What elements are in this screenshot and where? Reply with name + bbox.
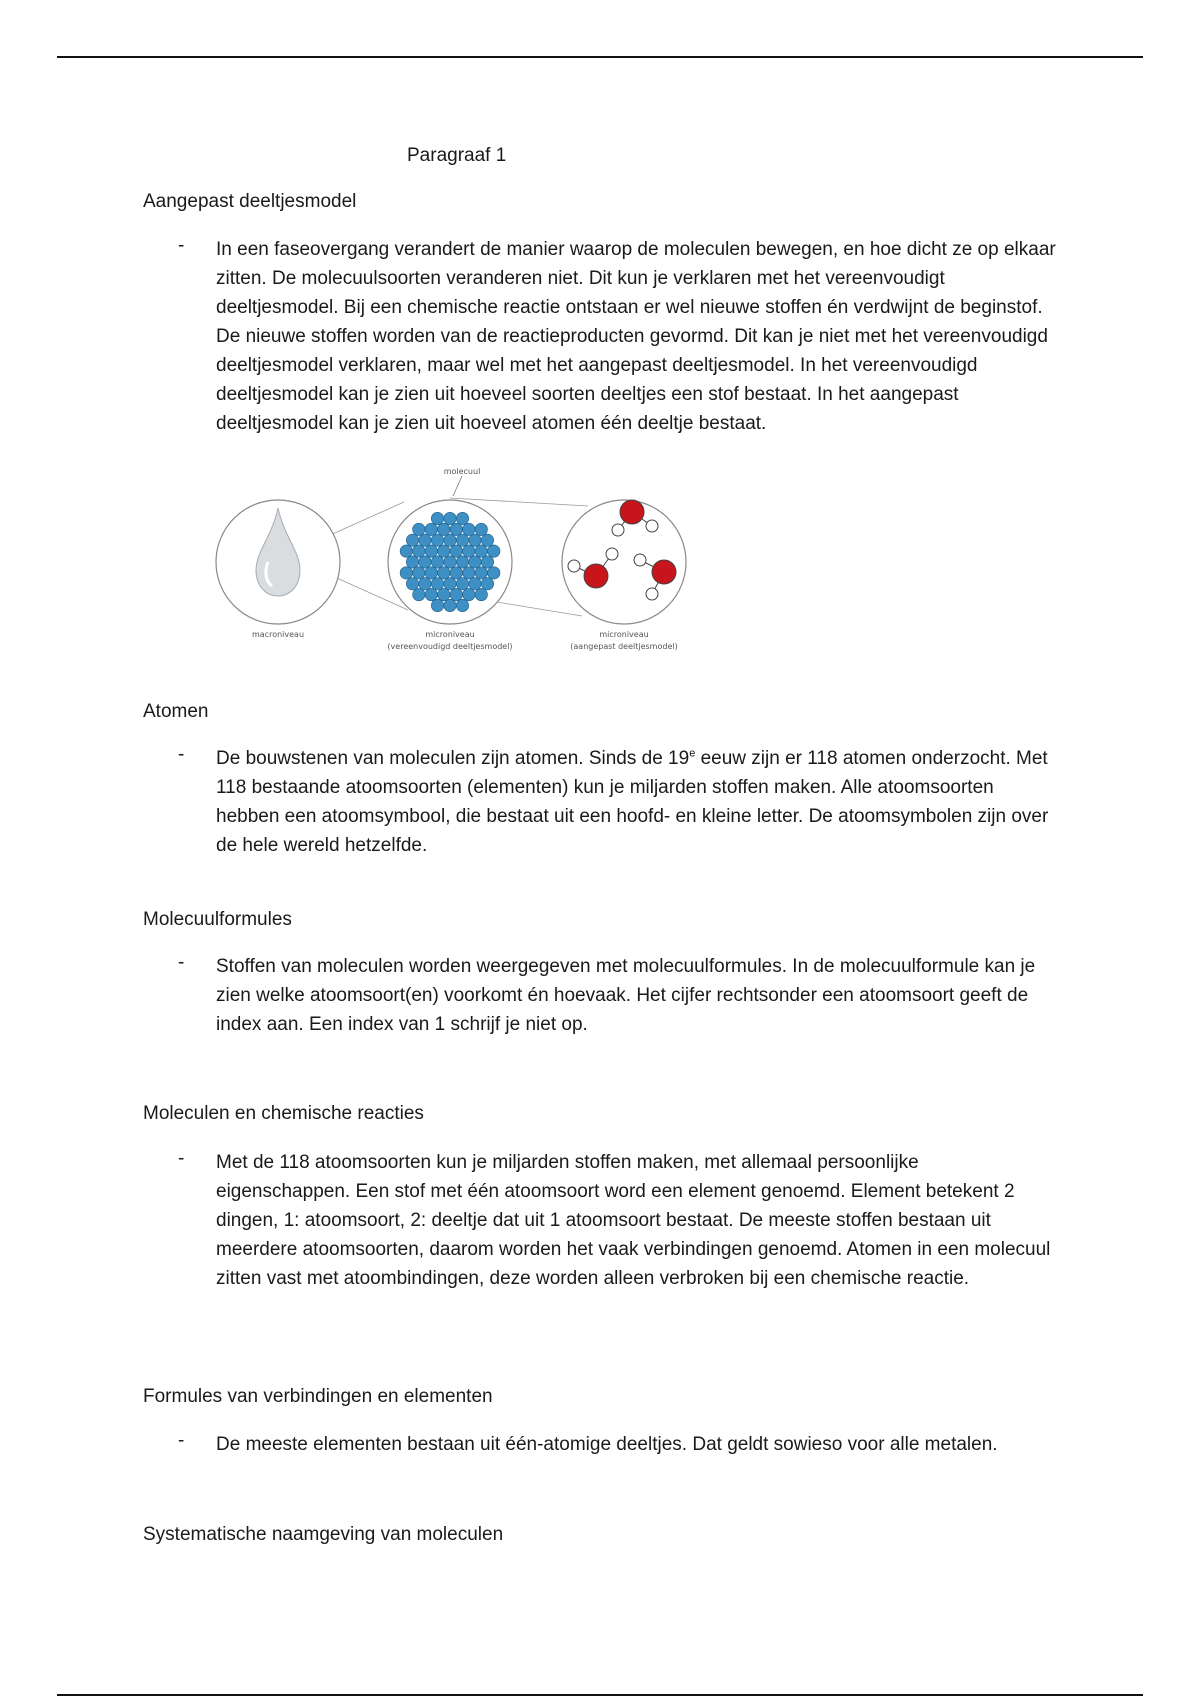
molecule-ball: [444, 534, 456, 546]
molecule-ball: [431, 599, 443, 611]
heading-aangepast-deeltjesmodel: Aangepast deeltjesmodel: [143, 191, 357, 212]
paragraph-text: Stoffen van moleculen worden weergegeven met molecuulformules. In de molecuulformule kan je zien welke atoomsoort(en) voorkomt én hoevaak. Het cijfer rechtsonder een atoomsoort geeft de index aan. Een index van 1 schrijf je niet op.: [216, 956, 1036, 1035]
molecule-ball: [400, 567, 412, 579]
bottom-rule: [57, 1694, 1143, 1696]
molecule-ball: [469, 534, 481, 546]
label-aangepast: (aangepast deeltjesmodel): [570, 642, 678, 651]
molecule-ball: [425, 523, 437, 535]
molecule-ball: [488, 567, 500, 579]
label-microniveau-2: microniveau: [599, 630, 649, 639]
molecule-ball: [444, 556, 456, 568]
molecule-ball: [475, 567, 487, 579]
molecule-ball: [419, 556, 431, 568]
list-item: [178, 1430, 1058, 1459]
molecule-ball: [431, 534, 443, 546]
molecule-ball: [450, 523, 462, 535]
molecule-ball: [475, 523, 487, 535]
molecule-ball: [400, 545, 412, 557]
molecule-ball: [469, 556, 481, 568]
bullet-dash: -: [178, 1148, 185, 1169]
bullet-dash: -: [178, 744, 185, 765]
molecule-ball: [481, 534, 493, 546]
molecule-ball: [481, 578, 493, 590]
molecule-ball: [438, 588, 450, 600]
molecule-ball: [431, 578, 443, 590]
molecule-ball: [444, 512, 456, 524]
text-part: De bouwstenen van moleculen zijn atomen. Sinds de 19: [216, 748, 690, 769]
heading-atomen: Atomen: [143, 701, 209, 722]
molecule-ball: [450, 588, 462, 600]
molecule-ball: [469, 578, 481, 590]
molecule-ball: [425, 588, 437, 600]
molecule-ball: [475, 588, 487, 600]
paragraph-text: In een faseovergang verandert de manier waarop de moleculen bewegen, en hoe dicht ze op elkaar zitten. De molecuulsoorten veranderen niet. Dit kun je verklaren met het vereenvoudigt deeltjesmodel. Bij een chemische reactie ontstaan er wel nieuwe stoffen én verdwijnt de beginstof. De nieuwe stoffen worden van de reactieproducten gevormd. Dit kan je niet met het vereenvoudigd deeltjesmodel verklaren, maar wel met het aangepast deeltjesmodel. In het vereenvoudigd deeltjesmodel kan je zien uit hoeveel soorten deeltjes een stof bestaat. In het aangepast deeltjesmodel kan je zien uit hoeveel atomen één deeltje bestaat.: [216, 239, 1056, 434]
molecule-ball: [413, 588, 425, 600]
molecule-ball: [438, 545, 450, 557]
molecule-ball: [456, 512, 468, 524]
molecule-ball: [413, 545, 425, 557]
list-item: [178, 952, 1058, 1039]
molecule-ball: [444, 599, 456, 611]
molecule-ball: [488, 545, 500, 557]
molecule-ball: [444, 578, 456, 590]
molecule-ball: [450, 567, 462, 579]
molecule-ball: [406, 578, 418, 590]
label-macroniveau: macroniveau: [251, 630, 305, 639]
molecule-ball: [413, 523, 425, 535]
heading-moleculen-en-chemische-reacties: Moleculen en chemische reacties: [143, 1103, 424, 1124]
heading-molecuulformules: Molecuulformules: [143, 909, 292, 930]
paragraph-text: Met de 118 atoomsoorten kun je miljarden stoffen maken, met allemaal persoonlijke eigenschappen. Een stof met één atoomsoort word een element genoemd. Element betekent 2 dingen, 1: atoomsoort, 2: deeltje dat uit 1 atoomsoort bestaat. De meeste stoffen bestaan uit meerdere atoomsoorten, daarom worden het vaak verbindingen genoemd. Atomen in een molecuul zitten vast met atoombindingen, deze worden alleen verbroken bij een chemische reactie.: [216, 1152, 1051, 1289]
molecule-ball: [431, 512, 443, 524]
page-title: Paragraaf 1: [407, 145, 507, 166]
label-microniveau-1: microniveau: [425, 630, 475, 639]
paragraph-text: De meeste elementen bestaan uit één-atomige deeltjes. Dat geldt sowieso voor alle metalen.: [216, 1434, 998, 1455]
molecule-ball: [431, 556, 443, 568]
molecule-ball: [406, 556, 418, 568]
molecule-ball: [425, 567, 437, 579]
label-molecuul: molecuul: [443, 467, 481, 476]
bullet-dash: -: [178, 952, 185, 973]
heading-systematische-naamgeving: Systematische naamgeving van moleculen: [143, 1524, 504, 1545]
list-item: [178, 744, 1058, 860]
bullet-dash: -: [178, 1430, 185, 1451]
bullet-dash: -: [178, 235, 185, 256]
molecule-ball: [406, 534, 418, 546]
molecule-ball: [456, 534, 468, 546]
molecule-ball: [456, 556, 468, 568]
text-part: eeuw zijn er 118 atomen onderzocht. Met 118 bestaande atoomsoorten (elementen) kun je miljarden stoffen maken. Alle atoomsoorten hebben een atoomsymbool, die bestaat uit een hoofd- en kleine letter. De atoomsymbolen zijn over de hele wereld hetzelfde.: [216, 748, 1049, 856]
molecule-ball: [463, 567, 475, 579]
molecule-ball: [463, 545, 475, 557]
top-rule: [57, 56, 1143, 58]
particle-model-figure: [212, 466, 690, 658]
molecule-ball: [463, 588, 475, 600]
molecule-ball: [438, 567, 450, 579]
label-vereenvoudigd: (vereenvoudigd deeltjesmodel): [387, 642, 513, 651]
list-item: [178, 235, 1058, 438]
superscript: e: [689, 747, 696, 760]
list-item: [178, 1148, 1058, 1293]
molecule-ball: [419, 534, 431, 546]
paragraph-text: [216, 744, 1058, 860]
molecule-ball: [419, 578, 431, 590]
molecule-ball: [438, 523, 450, 535]
molecule-ball: [456, 599, 468, 611]
molecule-ball: [450, 545, 462, 557]
molecule-ball: [456, 578, 468, 590]
heading-formules-van-verbindingen: Formules van verbindingen en elementen: [143, 1386, 493, 1407]
molecule-ball: [425, 545, 437, 557]
molecule-ball: [481, 556, 493, 568]
molecule-ball: [475, 545, 487, 557]
molecule-ball: [463, 523, 475, 535]
molecule-ball: [413, 567, 425, 579]
